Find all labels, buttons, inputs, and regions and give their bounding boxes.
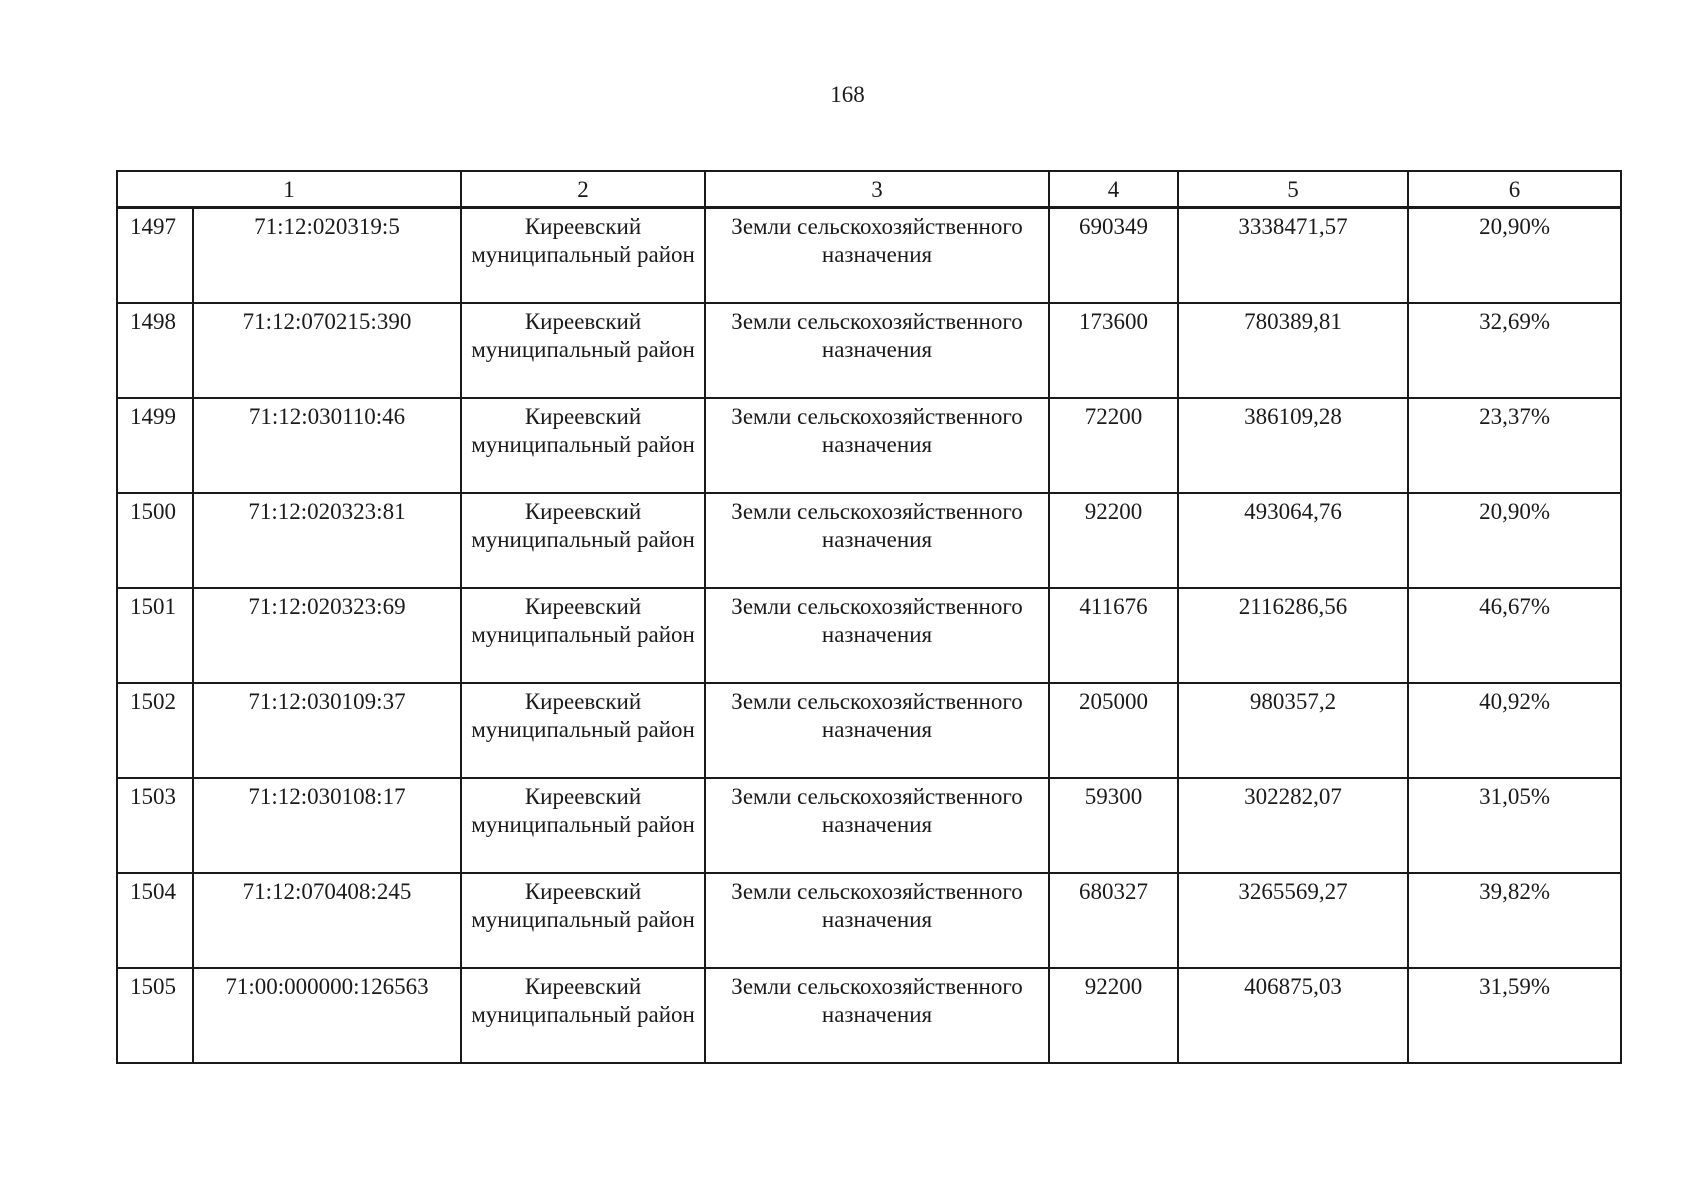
table-row xyxy=(117,968,1621,1063)
cadastral-number-cell: 71:12:020319:5 xyxy=(193,208,461,304)
cadastral-value-cell: 386109,28 xyxy=(1178,398,1408,493)
cadastral-value-cell: 980357,2 xyxy=(1178,683,1408,778)
table-row xyxy=(117,588,1621,683)
district-cell: Киреевский муниципальный район xyxy=(461,778,705,873)
table-row xyxy=(117,493,1621,588)
cadastral-value-cell: 493064,76 xyxy=(1178,493,1408,588)
column-header-1: 1 xyxy=(117,171,461,208)
table-row xyxy=(117,303,1621,398)
row-number-cell: 1505 xyxy=(117,968,193,1063)
table-row xyxy=(117,208,1621,304)
district-cell: Киреевский муниципальный район xyxy=(461,208,705,304)
column-header-6: 6 xyxy=(1408,171,1621,208)
area-cell: 690349 xyxy=(1049,208,1178,304)
table-row xyxy=(117,683,1621,778)
percent-cell: 40,92% xyxy=(1408,683,1621,778)
cadastral-value-cell: 3338471,57 xyxy=(1178,208,1408,304)
column-header-5: 5 xyxy=(1178,171,1408,208)
cadastral-value-cell: 406875,03 xyxy=(1178,968,1408,1063)
table-row xyxy=(117,778,1621,873)
cadastral-number-cell: 71:12:070408:245 xyxy=(193,873,461,968)
row-number-cell: 1500 xyxy=(117,493,193,588)
land-category-cell: Земли сельскохозяйственного назначения xyxy=(705,398,1049,493)
row-number-cell: 1501 xyxy=(117,588,193,683)
cadastral-number-cell: 71:12:030110:46 xyxy=(193,398,461,493)
cadastral-number-cell: 71:12:020323:81 xyxy=(193,493,461,588)
table-body xyxy=(117,208,1621,1064)
land-category-cell: Земли сельскохозяйственного назначения xyxy=(705,303,1049,398)
district-cell: Киреевский муниципальный район xyxy=(461,493,705,588)
percent-cell: 46,67% xyxy=(1408,588,1621,683)
header-row xyxy=(117,171,1621,208)
column-header-2: 2 xyxy=(461,171,705,208)
cadastral-number-cell: 71:00:000000:126563 xyxy=(193,968,461,1063)
row-number-cell: 1498 xyxy=(117,303,193,398)
district-cell: Киреевский муниципальный район xyxy=(461,683,705,778)
table-row xyxy=(117,873,1621,968)
table-row xyxy=(117,398,1621,493)
row-number-cell: 1499 xyxy=(117,398,193,493)
cadastral-number-cell: 71:12:030109:37 xyxy=(193,683,461,778)
cadastral-value-cell: 780389,81 xyxy=(1178,303,1408,398)
cadastral-number-cell: 71:12:030108:17 xyxy=(193,778,461,873)
percent-cell: 39,82% xyxy=(1408,873,1621,968)
percent-cell: 20,90% xyxy=(1408,208,1621,304)
area-cell: 92200 xyxy=(1049,968,1178,1063)
row-number-cell: 1503 xyxy=(117,778,193,873)
area-cell: 59300 xyxy=(1049,778,1178,873)
land-category-cell: Земли сельскохозяйственного назначения xyxy=(705,778,1049,873)
percent-cell: 31,59% xyxy=(1408,968,1621,1063)
percent-cell: 23,37% xyxy=(1408,398,1621,493)
land-category-cell: Земли сельскохозяйственного назначения xyxy=(705,208,1049,304)
land-category-cell: Земли сельскохозяйственного назначения xyxy=(705,683,1049,778)
column-header-3: 3 xyxy=(705,171,1049,208)
cadastral-value-cell: 302282,07 xyxy=(1178,778,1408,873)
row-number-cell: 1497 xyxy=(117,208,193,304)
row-number-cell: 1504 xyxy=(117,873,193,968)
area-cell: 205000 xyxy=(1049,683,1178,778)
cadastral-value-cell: 2116286,56 xyxy=(1178,588,1408,683)
page-number: 168 xyxy=(830,82,865,107)
cadastral-number-cell: 71:12:070215:390 xyxy=(193,303,461,398)
land-category-cell: Земли сельскохозяйственного назначения xyxy=(705,873,1049,968)
land-category-cell: Земли сельскохозяйственного назначения xyxy=(705,588,1049,683)
area-cell: 173600 xyxy=(1049,303,1178,398)
percent-cell: 20,90% xyxy=(1408,493,1621,588)
district-cell: Киреевский муниципальный район xyxy=(461,873,705,968)
row-number-cell: 1502 xyxy=(117,683,193,778)
area-cell: 411676 xyxy=(1049,588,1178,683)
district-cell: Киреевский муниципальный район xyxy=(461,968,705,1063)
land-registry-table xyxy=(116,170,1622,1064)
district-cell: Киреевский муниципальный район xyxy=(461,398,705,493)
district-cell: Киреевский муниципальный район xyxy=(461,588,705,683)
percent-cell: 31,05% xyxy=(1408,778,1621,873)
area-cell: 680327 xyxy=(1049,873,1178,968)
column-header-4: 4 xyxy=(1049,171,1178,208)
district-cell: Киреевский муниципальный район xyxy=(461,303,705,398)
cadastral-value-cell: 3265569,27 xyxy=(1178,873,1408,968)
cadastral-number-cell: 71:12:020323:69 xyxy=(193,588,461,683)
land-category-cell: Земли сельскохозяйственного назначения xyxy=(705,968,1049,1063)
area-cell: 72200 xyxy=(1049,398,1178,493)
percent-cell: 32,69% xyxy=(1408,303,1621,398)
area-cell: 92200 xyxy=(1049,493,1178,588)
land-category-cell: Земли сельскохозяйственного назначения xyxy=(705,493,1049,588)
